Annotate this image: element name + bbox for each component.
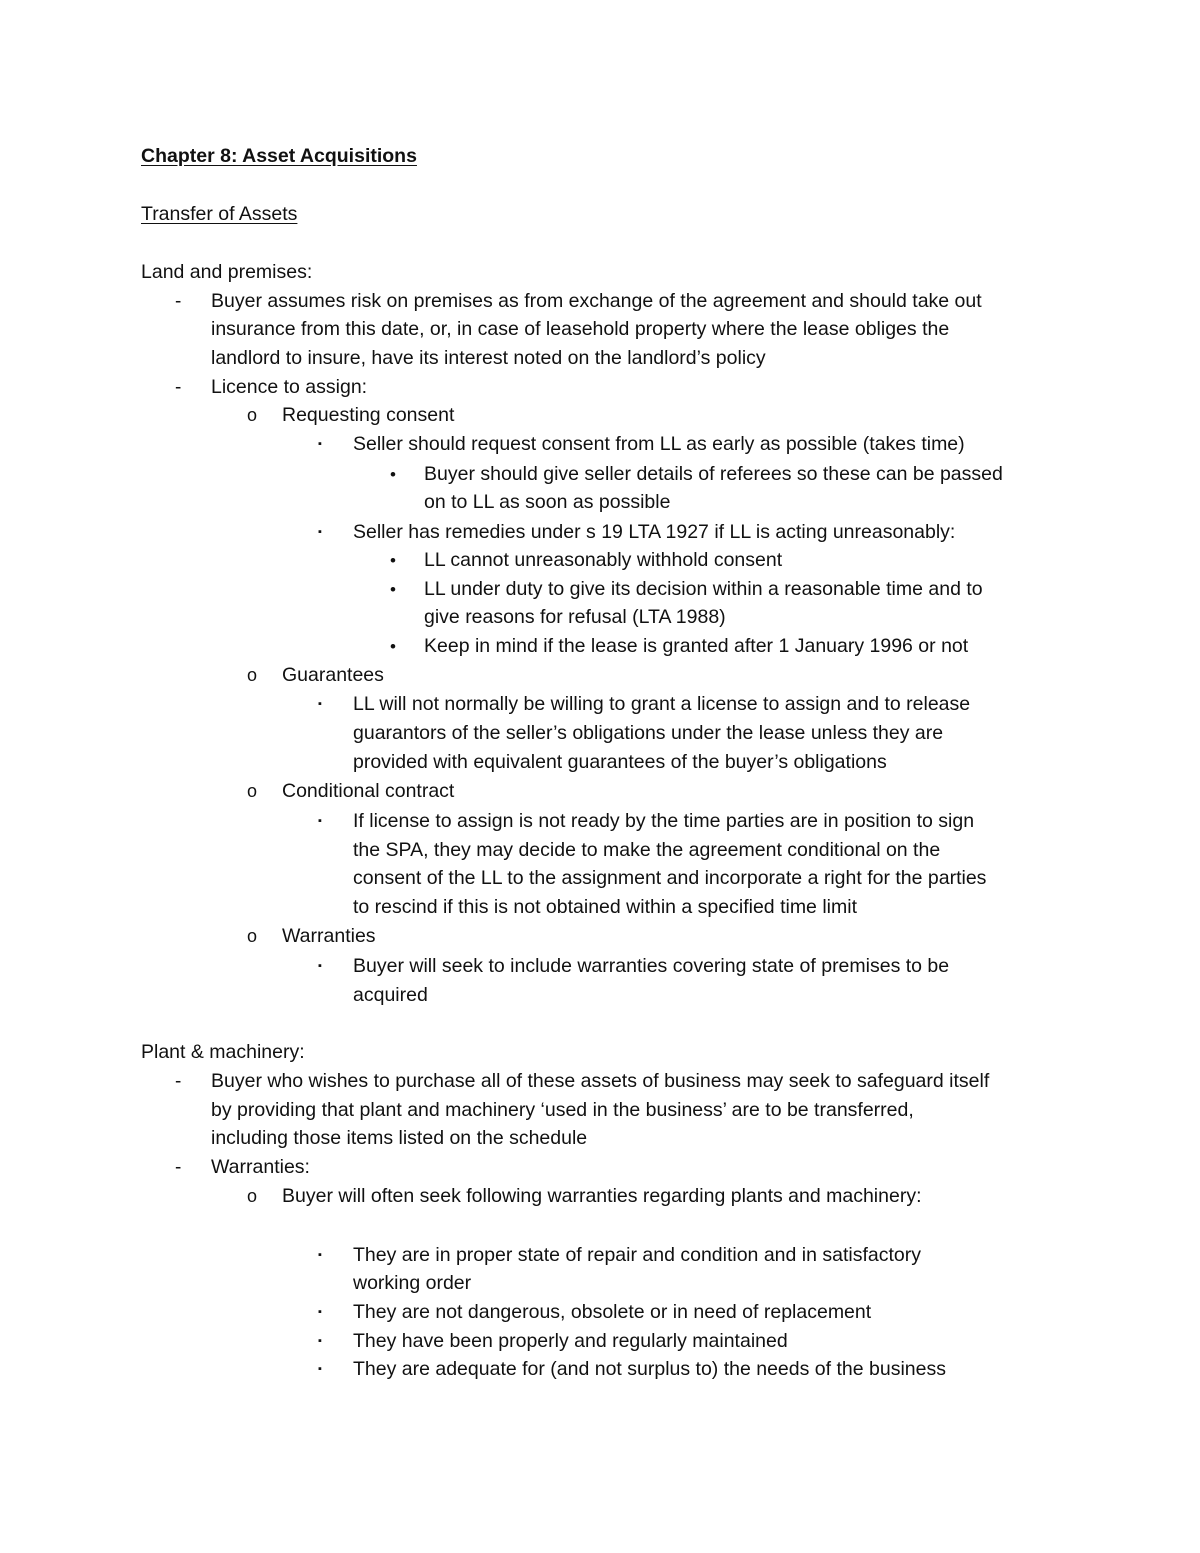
premises-warranties-label: Warranties — [282, 925, 376, 947]
duty-line-1: LL under duty to give its decision within a reasonable time and to — [424, 578, 983, 600]
chapter-title: Chapter 8: Asset Acquisitions — [141, 145, 417, 167]
square-bullet: ▪ — [318, 438, 322, 450]
risk-line-2: insurance from this date, or, in case of leasehold property where the lease obliges the — [211, 318, 950, 340]
square-bullet: ▪ — [318, 526, 322, 538]
circle-bullet: o — [247, 926, 258, 946]
square-bullet: ▪ — [318, 698, 322, 710]
purchase-line-2: by providing that plant and machinery ‘used in the business’ are to be transferred, — [211, 1099, 914, 1121]
section-subtitle: Transfer of Assets — [141, 203, 298, 225]
dash-bullet: - — [175, 291, 182, 312]
requesting-consent-label: Requesting consent — [282, 404, 455, 426]
withhold-text: LL cannot unreasonably withhold consent — [424, 549, 783, 571]
square-bullet: ▪ — [318, 1363, 322, 1375]
conditional-line-1: If license to assign is not ready by the time parties are in position to sign — [353, 810, 975, 832]
remedies-text: Seller has remedies under s 19 LTA 1927 if LL is acting unreasonably: — [353, 521, 956, 543]
warranty-3: They have been properly and regularly maintained — [353, 1330, 788, 1352]
dot-bullet: • — [390, 551, 396, 570]
circle-bullet: o — [247, 781, 258, 801]
square-bullet: ▪ — [318, 1335, 322, 1347]
circle-bullet: o — [247, 665, 258, 685]
plant-warranties-label: Warranties: — [211, 1156, 310, 1178]
referees-line-1: Buyer should give seller details of referees so these can be passed — [424, 463, 1003, 485]
dot-bullet: • — [390, 465, 396, 484]
premises-warranties-line-2: acquired — [353, 984, 428, 1006]
seller-request-text: Seller should request consent from LL as early as possible (takes time) — [353, 433, 965, 455]
keep-in-mind-text: Keep in mind if the lease is granted after 1 January 1996 or not — [424, 635, 969, 657]
dash-bullet: - — [175, 377, 182, 398]
dash-bullet: - — [175, 1157, 182, 1178]
circle-bullet: o — [247, 1186, 258, 1206]
licence-label: Licence to assign: — [211, 376, 368, 398]
plant-heading: Plant & machinery: — [141, 1041, 305, 1063]
guarantees-line-3: provided with equivalent guarantees of the buyer’s obligations — [353, 751, 887, 773]
guarantees-label: Guarantees — [282, 664, 384, 686]
purchase-line-3: including those items listed on the schedule — [211, 1127, 588, 1149]
guarantees-line-2: guarantors of the seller’s obligations under the lease unless they are — [353, 722, 944, 744]
purchase-line-1: Buyer who wishes to purchase all of these assets of business may seek to safeguard itself — [211, 1070, 990, 1092]
square-bullet: ▪ — [318, 1306, 322, 1318]
conditional-line-3: consent of the LL to the assignment and incorporate a right for the parties — [353, 867, 987, 889]
conditional-line-4: to rescind if this is not obtained within a specified time limit — [353, 896, 857, 918]
premises-warranties-line-1: Buyer will seek to include warranties covering state of premises to be — [353, 955, 950, 977]
referees-line-2: on to LL as soon as possible — [424, 491, 671, 513]
risk-line-1: Buyer assumes risk on premises as from exchange of the agreement and should take out — [211, 290, 982, 312]
dot-bullet: • — [390, 637, 396, 656]
guarantees-line-1: LL will not normally be willing to grant a license to assign and to release — [353, 693, 971, 715]
dot-bullet: • — [390, 580, 396, 599]
land-heading: Land and premises: — [141, 261, 313, 283]
conditional-contract-label: Conditional contract — [282, 780, 455, 802]
risk-line-3: landlord to insure, have its interest noted on the landlord’s policy — [211, 347, 766, 369]
dash-bullet: - — [175, 1071, 182, 1092]
duty-line-2: give reasons for refusal (LTA 1988) — [424, 606, 726, 628]
warranty-2: They are not dangerous, obsolete or in need of replacement — [353, 1301, 872, 1323]
square-bullet: ▪ — [318, 960, 322, 972]
warranty-1-line-2: working order — [353, 1272, 472, 1294]
warranty-1-line-1: They are in proper state of repair and condition and in satisfactory — [353, 1244, 921, 1266]
square-bullet: ▪ — [318, 1249, 322, 1261]
conditional-line-2: the SPA, they may decide to make the agreement conditional on the — [353, 839, 941, 861]
plant-warranties-intro: Buyer will often seek following warranties regarding plants and machinery: — [282, 1185, 922, 1207]
square-bullet: ▪ — [318, 815, 322, 827]
warranty-4: They are adequate for (and not surplus to) the needs of the business — [353, 1358, 946, 1380]
circle-bullet: o — [247, 405, 258, 425]
